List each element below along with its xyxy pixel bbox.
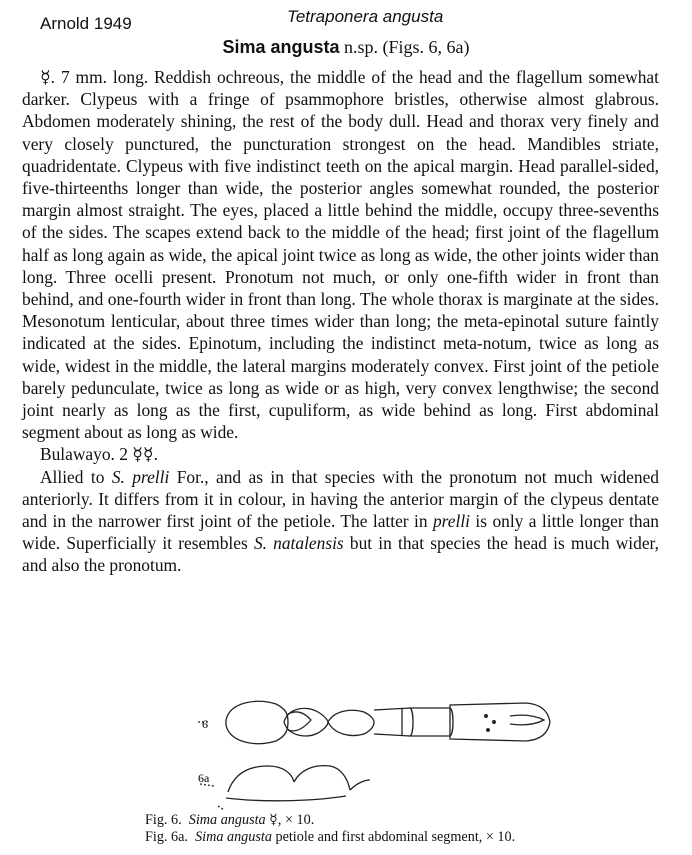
species-ref-natalensis: S. natalensis (253, 533, 344, 554)
figure-captions (145, 812, 515, 846)
caption-fig-6a (145, 829, 515, 846)
page-title (0, 37, 692, 58)
fig6a-abdomen-edge (350, 780, 370, 790)
fig6-gaster-front (374, 708, 413, 736)
fig6-head (450, 703, 550, 741)
fig6a-base (226, 796, 346, 801)
description-first-line: ☿. 7 mm. long. Reddish ochreous, the middle of the head and the (40, 67, 510, 87)
caption-fig-6 (145, 812, 515, 829)
title-species-name: Sima angusta (222, 37, 340, 57)
remarks-paragraph (22, 466, 659, 577)
fig6-petiole-node-1 (284, 708, 328, 736)
article-body (22, 66, 659, 577)
locality-line: Bulawayo. 2 ☿☿. (40, 444, 158, 465)
figure-label-6a: 6a (198, 771, 210, 785)
description-body: flagellum somewhat darker. Clypeus with a fringe of psammophore bristles, otherwise almost glabrous. Abdomen moderately shining, the rest of the body dull. Head and thorax very finely and very closely punctured, the puncturation strongest on the head. Mandibles striate, quadridentate. Clypeus with five indistinct teeth on the apical margin. Head parallel-sided, five-thirteenths longer than wide, the posterior angles somewhat rounded, the posterior margin almost straight. The eyes, placed a little behind the middle, occupy three-sevenths of the sides. The scapes extend back to the middle of the head; first joint of the flagellum half as long again as wide, the apical joint twice as long as wide, the other joints wider than long. Three ocelli present. Pronotum not much, or only one-fifth wider in front than behind, and one-fourth wider in front than long. The whole thorax is marginate at the sides. Mesonotum lenticular, about three times wider than long; the meta-epinotal suture faintly indicated at the sides. Epinotum, including the indistinct meta-notum, twice as long as wide, widest in the middle, the lateral margins moderately convex. First joint of the petiole barely pedunculate, twice as long as wide or as high, very convex lengthwise; the second joint nearly as long as the first, cupuliform, as wide behind as long. First abdominal segment about as long as wide. (22, 67, 659, 443)
caption-fig-6a-name: Sima angusta (195, 829, 272, 845)
fig6-petiole-node-2 (328, 710, 374, 735)
caption-fig-6-prefix: Fig. 6. (145, 812, 182, 828)
ant-figure (188, 688, 588, 813)
fig6-mandible (510, 715, 544, 725)
author-year: Arnold 1949 (40, 14, 132, 33)
remarks-part-4: but in that species the head is much wider, and also the pronotum. (22, 533, 659, 576)
fig6-gaster-segment (410, 708, 453, 736)
title-rest: n.sp. (Figs. 6, 6a) (339, 37, 470, 57)
fig6a-petiole-1 (228, 766, 294, 792)
species-ref-prelli: S. prelli (111, 466, 170, 487)
remarks-part-2: For., and as in that species with the pronotum not much widened anteriorly. It differs from it in colour, in having the anterior margin of the clypeus dentate and in the narrower first joint of the petiole. The latter in (22, 466, 659, 532)
remarks-part-1: Allied to (40, 466, 112, 487)
remarks-part-3: is only a little longer than wide. Superficially it resembles (22, 511, 660, 554)
species-ref-prelli-short: prelli (432, 511, 470, 532)
fig6-epinotum (226, 701, 288, 743)
caption-fig-6a-prefix: Fig. 6a. (145, 829, 188, 845)
species-header: Tetraponera angusta (287, 7, 444, 26)
fig6a-petiole-2 (294, 766, 350, 790)
caption-fig-6a-suffix: petiole and first abdominal segment, × 10. (271, 829, 516, 845)
figure-label-6: 6 (202, 717, 208, 731)
description-paragraph (22, 66, 659, 443)
caption-fig-6-suffix: ☿, × 10. (265, 812, 315, 828)
fig6-petiole-1 (288, 712, 311, 731)
caption-fig-6-name: Sima angusta (188, 812, 266, 828)
